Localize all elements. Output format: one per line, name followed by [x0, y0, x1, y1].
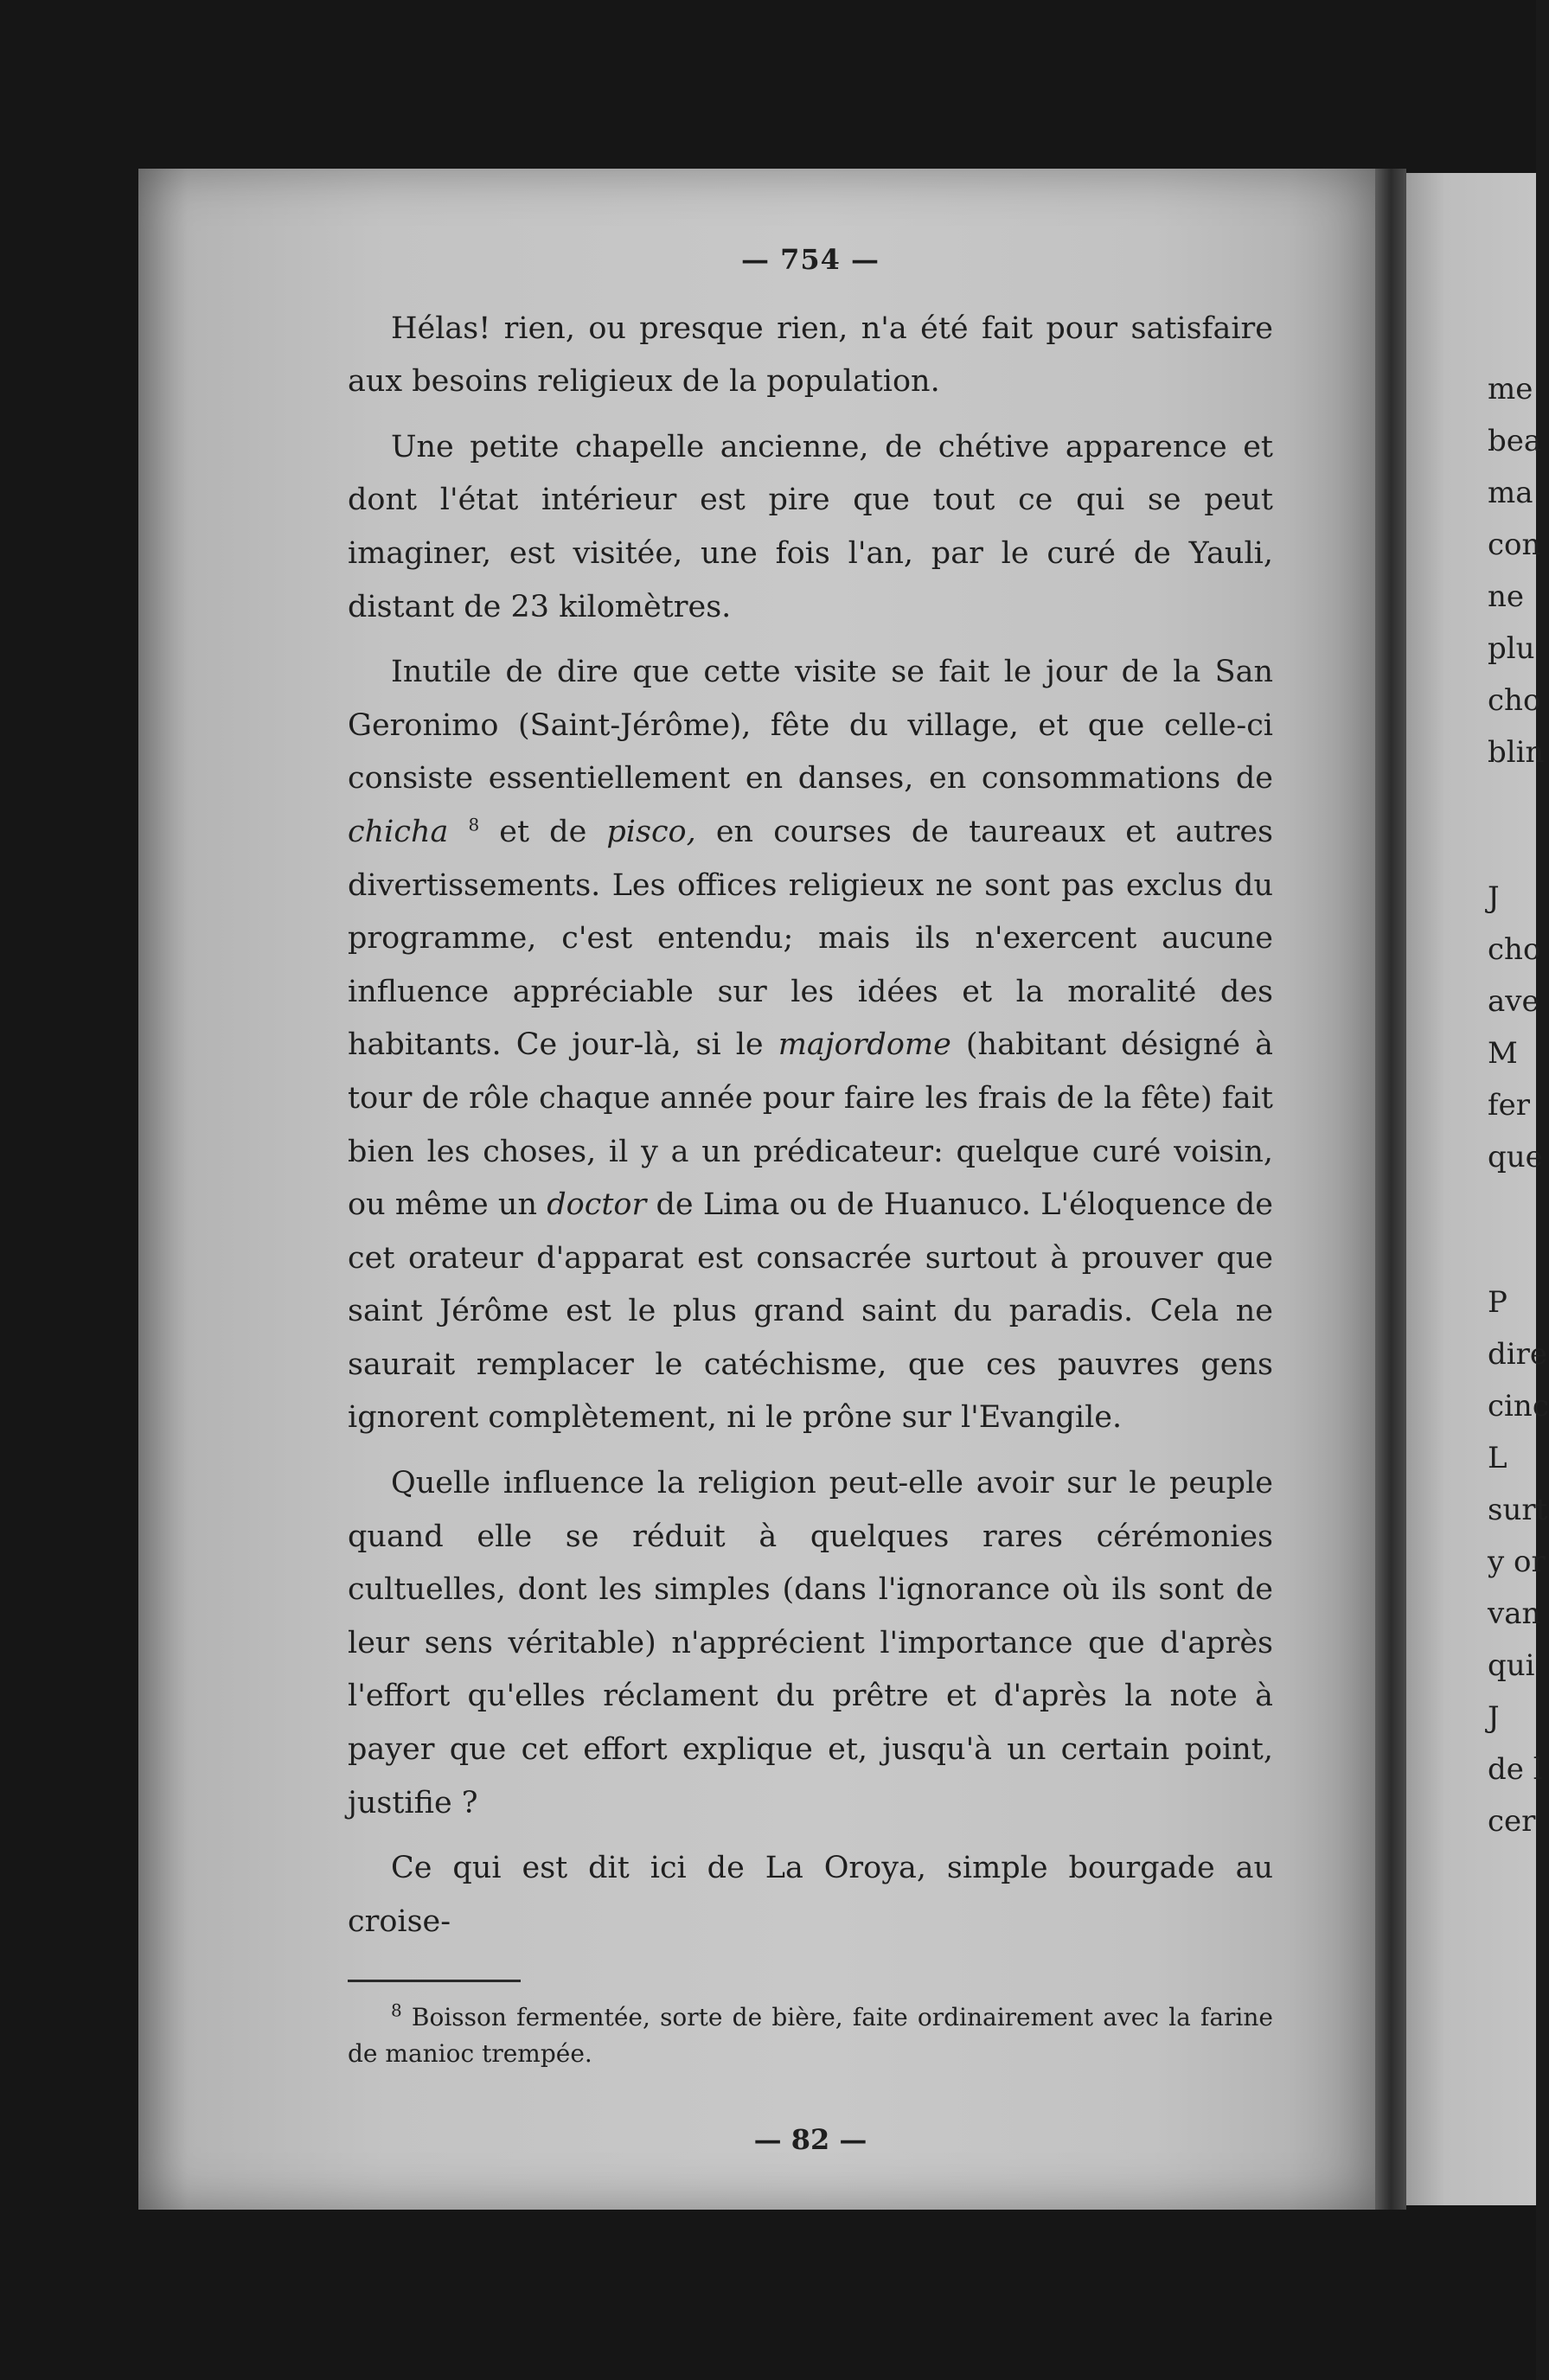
footnote-reference: 8	[468, 814, 480, 835]
fragment: fer	[1488, 1088, 1530, 1123]
paragraph-5: Ce qui est dit ici de La Oroya, simple bourgade au croise-	[348, 1851, 1273, 1939]
book-gutter	[1375, 169, 1406, 2210]
paragraph-3-part-c: en courses de taureaux et autres divertissements. Les offices religieux ne sont pas exclus du programme, c'est entendu; mais ils n'exercent aucune influence appréciable sur les idées et la moralité des habitants. Ce jour-là, si le	[348, 814, 1273, 1063]
paragraph-3-part-b: et de	[479, 814, 607, 849]
paragraph-3-part-d: (habitant désigné à tour de rôle chaque année pour faire les frais de la fête) fait bien les choses, il y a un prédicateur: quelque curé voisin, ou même un	[348, 1027, 1273, 1223]
fragment: qui	[1488, 1648, 1535, 1683]
fragment: plu	[1488, 631, 1535, 666]
fragment: J	[1488, 1700, 1500, 1735]
term-chicha: chicha	[348, 814, 449, 849]
fragment: blin	[1488, 735, 1545, 770]
fragment: cho	[1488, 932, 1541, 967]
fragment: de l	[1488, 1752, 1543, 1787]
paragraph-1: Hélas! rien, ou presque rien, n'a été fait pour satisfaire aux besoins religieux de la population.	[348, 310, 1273, 400]
paragraph-3-part-a: Inutile de dire que cette visite se fait le jour de la San Geronimo (Saint-Jérôme), fête du village, et que celle-ci consiste essentiellement en danses, en consommations de	[348, 655, 1273, 797]
fragment: y or	[1488, 1545, 1546, 1579]
fragment: surt	[1488, 1493, 1548, 1527]
paragraph-2: Une petite chapelle ancienne, de chétive apparence et dont l'état intérieur est pire que tout ce qui se peut imaginer, est visitée, une fois l'an, par le curé de Yauli, distant de 23 kilomètres.	[348, 429, 1273, 624]
fragment: van	[1488, 1596, 1541, 1631]
page-header-number: — 754 —	[740, 243, 880, 276]
page-text	[348, 234, 1273, 2167]
fragment: dire	[1488, 1337, 1548, 1372]
fragment: L	[1488, 1441, 1507, 1475]
fragment: ave	[1488, 984, 1539, 1019]
paragraph-3	[348, 646, 1273, 1445]
footnote-marker: 8	[391, 2000, 402, 2022]
footnote-divider	[348, 1980, 521, 1982]
facing-page-fragments	[1488, 363, 1548, 1847]
term-pisco: pisco,	[606, 814, 696, 849]
fragment: cinc	[1488, 1389, 1549, 1424]
fragment: bea	[1488, 424, 1542, 458]
fragment: ne	[1488, 579, 1525, 614]
fragment: cho	[1488, 683, 1541, 718]
fragment: P	[1488, 1285, 1507, 1320]
footnote	[348, 1999, 1273, 2072]
fragment: me	[1488, 372, 1533, 406]
term-doctor: doctor	[547, 1187, 647, 1223]
fragment: que	[1488, 1140, 1543, 1174]
fragment-gap	[1488, 778, 1548, 872]
fragment-gap	[1488, 1183, 1548, 1276]
fragment: J	[1488, 880, 1500, 915]
fragment: cer	[1488, 1804, 1536, 1839]
fragment: ma	[1488, 476, 1533, 510]
paragraph-3-part-e: de Lima ou de Huanuco. L'éloquence de cet orateur d'apparat est consacrée surtout à prouver que saint Jérôme est le plus grand saint du paradis. Cela ne saurait remplacer le catéchisme, que ces pauvres gens ignorent complètement, ni le prône sur l'Evangile.	[348, 1187, 1273, 1436]
fragment: M	[1488, 1036, 1518, 1071]
footnote-text: Boisson fermentée, sorte de bière, faite ordinairement avec la farine de manioc trempée.	[348, 2003, 1273, 2069]
paragraph-4: Quelle influence la religion peut-elle avoir sur le peuple quand elle se réduit à quelques rares cérémonies cultuelles, dont les simples (dans l'ignorance où ils sont de leur sens véritable) n'apprécient l'importance que d'après l'effort qu'elles réclament du prêtre et d'après la note à payer que cet effort explique et, jusqu'à un certain point, justifie ?	[348, 1466, 1273, 1820]
fragment: con	[1488, 528, 1541, 562]
term-majordome: majordome	[778, 1027, 951, 1063]
page-footer-number: — 82 —	[753, 2123, 867, 2157]
